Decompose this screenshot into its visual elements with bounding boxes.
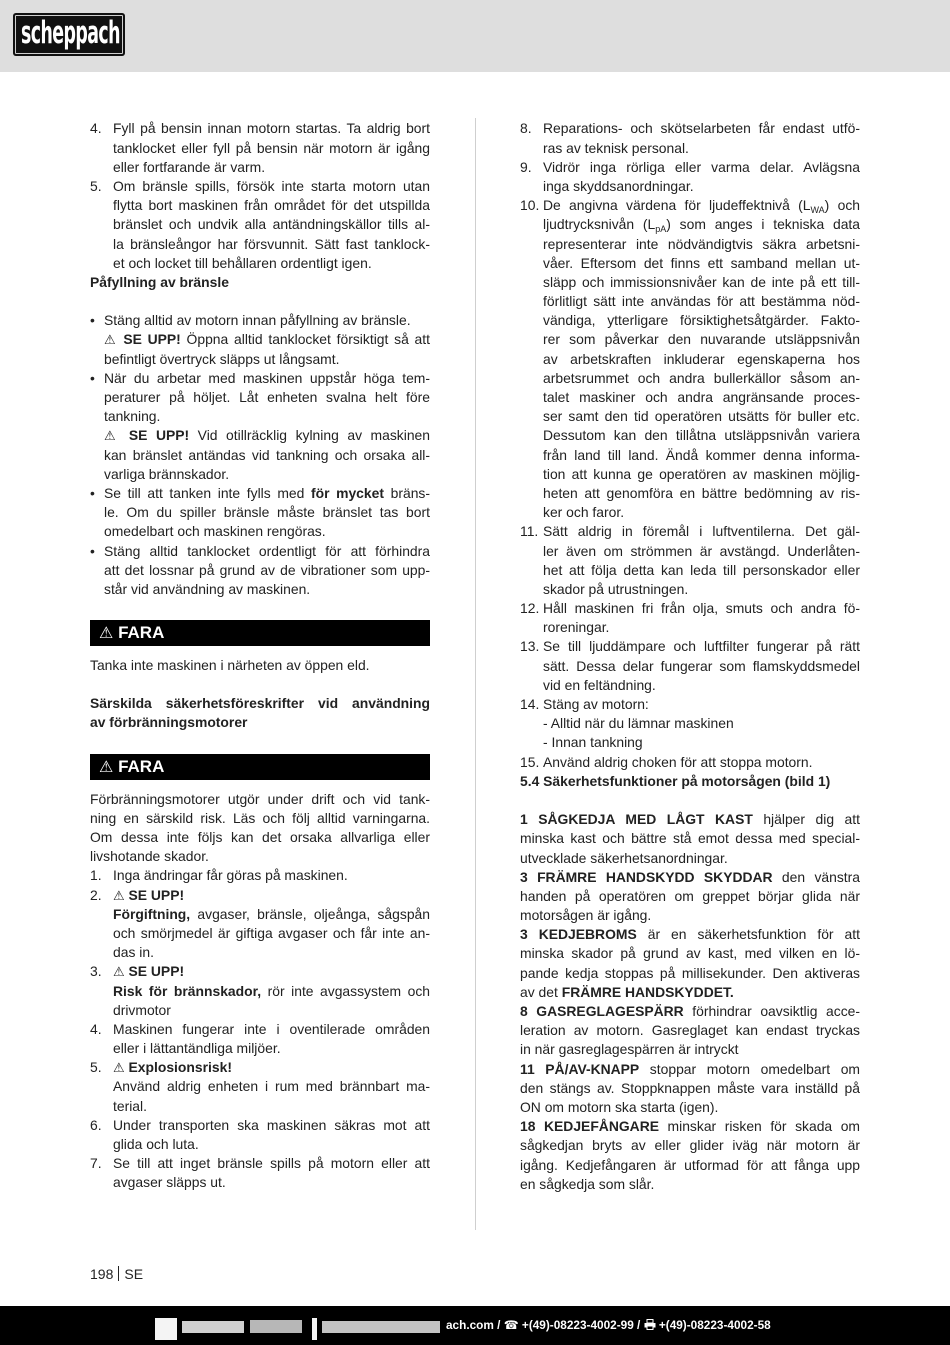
text-line: av förbränningsmotorer — [90, 714, 248, 731]
text-line: la bränsleångor har försvunnit. Sätt fast tanklock- — [113, 235, 430, 252]
text-line: pande kedja stoppas på millisekunder. Den aktiveras — [520, 964, 860, 981]
text-line — [520, 1060, 860, 1079]
language-code: SE — [124, 1266, 144, 1282]
bullet-item — [90, 369, 430, 484]
item-body — [543, 196, 860, 522]
obscured-text — [250, 1320, 302, 1333]
item-marker: 7. — [90, 1155, 102, 1172]
text-line: das in. — [113, 944, 154, 961]
text-line: tanklocket eller fyll på bensin när motorn är igång — [113, 139, 430, 156]
text-line: Särskilda säkerhetsföreskrifter vid användning — [90, 695, 430, 712]
safety-feature-paragraph — [520, 1060, 860, 1118]
numbered-item — [520, 695, 860, 753]
text-line — [543, 196, 860, 215]
numbered-item — [90, 886, 430, 963]
numbered-item — [90, 177, 430, 273]
warning-icon: ⚠ — [113, 1061, 125, 1077]
right-column — [520, 119, 860, 1194]
engine-safety-heading — [90, 694, 430, 732]
item-marker: 13. — [520, 638, 540, 655]
text-line: Tanka inte maskinen i närheten av öppen eld. — [90, 656, 370, 673]
fax-icon — [644, 1318, 656, 1332]
obscured-text — [322, 1321, 440, 1333]
item-body — [113, 1058, 430, 1116]
obscured-text — [182, 1321, 244, 1333]
item-paragraph — [113, 1116, 430, 1154]
text-line — [520, 925, 860, 944]
text-run: minskar risken för skada om — [659, 1118, 860, 1135]
text-line: Förbränningsmotorer utgör under drift och vid tank- — [90, 790, 430, 807]
item-paragraph — [543, 599, 860, 637]
text-run: FARA — [113, 623, 165, 643]
text-run: Vid otillräcklig kylning av maskinen — [189, 427, 431, 444]
bold-text: 3 FRÄMRE HANDSKYDD SKYDDAR — [520, 868, 773, 885]
item-paragraph — [104, 484, 430, 542]
text-line: ON om motorn ska starta (igen). — [520, 1098, 719, 1115]
text-line: Vidrör inga rörliga eller varma delar. Avlägsna — [543, 158, 860, 175]
text-line: Sätt aldrig in föremål i luftventilerna. Det gäl- — [543, 523, 860, 540]
text-line: vid en feltändning. — [543, 676, 656, 693]
text-line: skador på utrustningen. — [543, 580, 689, 597]
text-run: Öppna alltid tanklocket försiktigt så att — [180, 331, 430, 348]
text-line: et och locket till behållaren ordentligt igen. — [113, 254, 372, 271]
text-line: Stäng av motorn: — [543, 696, 649, 713]
item-marker: 3. — [90, 963, 102, 980]
text-line: Om dessa inte följs kan det orsaka allvarliga eller — [90, 828, 430, 845]
item-body — [543, 119, 860, 157]
text-line: sätt. Dessa delar fungerar som flamskyddsmedel — [543, 657, 860, 674]
text-line: Reparations- och skötselarbeten får endast utfö- — [543, 120, 860, 137]
item-marker: 14. — [520, 696, 540, 713]
text-run: Se till att tanken inte fylls med — [104, 484, 311, 501]
item-marker: 10. — [520, 197, 540, 214]
text-line: att det lossnar på grund av de vibrationer som upp- — [104, 561, 430, 578]
item-paragraph — [113, 119, 430, 177]
bold-text: FRÄMRE HANDSKYDDET. — [561, 983, 734, 1000]
page-header — [0, 0, 950, 72]
item-paragraph — [543, 158, 860, 196]
numbered-item — [520, 522, 860, 599]
text-run: bräns- — [384, 484, 430, 501]
item-body — [104, 484, 430, 542]
text-line: Använd aldrig choken för att stoppa motorn. — [543, 753, 813, 770]
column-divider — [475, 118, 476, 1230]
text-line: den stängs av. Stoppknappen måste vara inställd på — [520, 1079, 860, 1096]
text-run: De angivna värdena för ljudeffektnivå (L — [543, 197, 811, 214]
item-paragraph — [543, 522, 860, 599]
text-line: eller i lättantändliga miljöer. — [113, 1040, 281, 1057]
text-line: Håll maskinen fri från olja, smuts och andra fö- — [543, 600, 860, 617]
safety-features — [520, 810, 860, 1194]
text-line: av arbetskraften inkluderar egenskaperna hos — [543, 350, 860, 367]
item-marker: • — [90, 542, 95, 559]
bold-text: SE UPP! — [124, 963, 185, 980]
item-marker: 2. — [90, 886, 102, 903]
item-body — [543, 637, 860, 695]
text-line — [113, 905, 430, 924]
text-line: minska kast och bättre stå emot dessa med special- — [520, 830, 860, 847]
warning-icon: ⚠ — [99, 623, 114, 643]
text-line: befintligt övertryck släpps ut långsamt. — [104, 350, 340, 367]
text-line: heten att genomföra en bättre bedömning av ris- — [543, 484, 860, 501]
text-line: Använd aldrig enheten i rum med brännbart ma- — [113, 1078, 430, 1095]
text-line: våer. Eftersom det finns ett samband mellan ut- — [543, 254, 860, 271]
logo-wordmark: scheppach — [21, 15, 120, 51]
item-marker: 12. — [520, 600, 540, 617]
phone-icon: ☎ — [503, 1318, 519, 1332]
contact-info — [446, 1306, 771, 1345]
item-body — [113, 119, 430, 177]
bold-text: 18 KEDJEFÅNGARE — [520, 1118, 659, 1135]
text-line — [520, 868, 860, 887]
item-paragraph — [104, 311, 430, 330]
text-line: peraturer på höljet. Låt enheten svalna helt före — [104, 389, 430, 406]
safety-feature-paragraph — [520, 1117, 860, 1194]
item-paragraph — [113, 905, 430, 963]
item-paragraph — [104, 330, 430, 368]
text-line — [113, 962, 430, 981]
text-line: minska skador på grund av kast, med vilken en lö- — [520, 945, 860, 962]
item-marker: 6. — [90, 1116, 102, 1133]
item-marker: • — [90, 312, 95, 329]
item-paragraph — [543, 196, 860, 522]
item-paragraph — [104, 369, 430, 427]
text-line: representerar inte nödvändigtvis säkra arbetsni- — [543, 235, 860, 252]
item-marker: 5. — [90, 1059, 102, 1076]
text-line: Dessutom kan den tillåtna utsläppsnivån variera — [543, 427, 860, 444]
danger-text — [90, 656, 430, 675]
text-line: från land till land. Ändå kommer denna informa- — [543, 446, 860, 463]
left-column — [90, 119, 430, 1192]
text-line: Om bränsle spills, försök inte starta motorn utan — [113, 177, 430, 194]
item-marker: 4. — [90, 120, 102, 137]
item-paragraph — [543, 637, 860, 695]
text-line: ras av teknisk personal. — [543, 139, 689, 156]
text-line: Se till att inget bränsle spills på motorn eller att — [113, 1155, 430, 1172]
page-footer — [90, 1264, 143, 1284]
item-paragraph — [113, 1154, 430, 1192]
text-line: utvecklade säkerhetsanordningar. — [520, 849, 728, 866]
item-paragraph — [113, 982, 430, 1020]
text-line: vändiga, ytterligare försiktighetsåtgärder. Fakto- — [543, 312, 860, 329]
item-paragraph — [113, 177, 430, 273]
text-line — [520, 983, 860, 1002]
bullet-item — [90, 484, 430, 542]
engine-intro-paragraph — [90, 790, 430, 867]
text-run: ) som anges i tekniska data — [666, 216, 861, 233]
item-marker: 4. — [90, 1020, 102, 1037]
text-line: står vid användning av maskinen. — [104, 580, 311, 597]
item-marker: 5. — [90, 177, 102, 194]
text-line: sågkedjan bryts av eller glider iväg när motorn är — [520, 1137, 860, 1154]
text-run: avgaser, bränsle, oljeånga, sågspån — [190, 905, 430, 922]
text-line: - Innan tankning — [543, 734, 643, 751]
text-line: omedelbart och maskinen rengöras. — [104, 523, 326, 540]
item-paragraph — [113, 1077, 430, 1115]
text-line: terial. — [113, 1097, 147, 1114]
text-line: ser samt den tid operatören utsätts för buller etc. — [543, 408, 860, 425]
contact-bar — [0, 1306, 950, 1345]
item-body — [543, 695, 860, 753]
text-line: Maskinen fungerar inte i oventilerade områden — [113, 1020, 430, 1037]
numbered-item — [90, 866, 430, 885]
text-line: ker och faror. — [543, 504, 625, 521]
item-body — [104, 311, 430, 369]
item-paragraph — [113, 962, 430, 981]
numbered-item — [520, 637, 860, 695]
text-line: livshotande skador. — [90, 848, 209, 865]
text-line — [543, 215, 860, 234]
bold-text: SE UPP! — [124, 886, 185, 903]
safety-feature-paragraph — [520, 810, 860, 868]
safety-feature-paragraph — [520, 1002, 860, 1060]
text-line: Under transporten ska maskinen säkras mot att — [113, 1116, 430, 1133]
page-number: 198 — [90, 1266, 114, 1282]
bold-text: Risk för brännskador, — [113, 982, 262, 999]
bold-text: Förgiftning, — [113, 905, 191, 922]
safety-feature-paragraph — [520, 868, 860, 926]
numbered-item — [90, 119, 430, 177]
text-run: FARA — [113, 756, 165, 776]
text-line: ler även om strömmen är avstängd. Underlåten- — [543, 542, 860, 559]
text-line: kan bränslet antändas vid tankning och orsaka all- — [104, 446, 430, 463]
text-line — [104, 484, 430, 503]
text-run: +(49)-08223-4002-99 / — [518, 1318, 644, 1332]
item-marker: 9. — [520, 158, 532, 175]
item-marker: • — [90, 369, 95, 386]
bold-text: SE UPP! — [120, 427, 190, 444]
text-line: Inga ändringar får göras på maskinen. — [113, 867, 348, 884]
text-line — [520, 1117, 860, 1136]
general-safety-list — [520, 119, 860, 771]
scheppach-logo — [13, 13, 125, 56]
text-line: handen på operatören om greppet börjar glida när — [520, 887, 860, 904]
text-line: glida och luta. — [113, 1136, 199, 1152]
text-line: arbetsrummet och andra bullerkällor såsom an- — [543, 369, 860, 386]
item-paragraph — [543, 695, 860, 714]
bullet-item — [90, 311, 430, 369]
text-run: +(49)-08223-4002-58 — [655, 1318, 771, 1332]
fuel-safety-list — [90, 119, 430, 273]
text-line: in när gasreglagespärren är intryckt — [520, 1041, 739, 1058]
footer-separator — [118, 1266, 119, 1281]
item-marker: 15. — [520, 753, 540, 770]
warning-icon: ⚠ — [104, 429, 121, 445]
text-line: Fyll på bensin innan motorn startas. Ta aldrig bort — [113, 120, 430, 137]
text-line: tankning. — [104, 408, 161, 425]
numbered-item — [90, 1020, 430, 1058]
text-run: av det — [520, 983, 562, 1000]
item-body — [113, 1020, 430, 1058]
text-line: roreningar. — [543, 619, 610, 636]
text-line — [113, 886, 430, 905]
text-line: Stäng alltid av motorn innan påfyllning av bränsle. — [104, 312, 411, 329]
numbered-item — [90, 962, 430, 1020]
text-line: eller fortfarande är varm. — [113, 158, 266, 175]
item-body — [113, 1116, 430, 1154]
numbered-item — [90, 1058, 430, 1116]
subscript: WA — [810, 205, 825, 216]
text-line: - Alltid när du lämnar maskinen — [543, 715, 734, 732]
item-paragraph — [113, 866, 430, 885]
refuel-heading: Påfyllning av bränsle — [90, 273, 229, 290]
text-run: rör inte avgassystem och — [261, 982, 431, 999]
numbered-item — [90, 1154, 430, 1192]
subscript: pA — [655, 224, 667, 235]
item-paragraph — [543, 753, 860, 772]
text-line — [113, 1058, 430, 1077]
item-paragraph — [113, 1058, 430, 1077]
text-line: bränslet och undvik alla antändningskällor tills al- — [113, 216, 430, 233]
warning-icon: ⚠ — [113, 965, 125, 981]
text-run: hjälper dig att — [752, 811, 860, 828]
bold-text: 3 KEDJEBROMS — [520, 926, 637, 943]
safety-feature-paragraph — [520, 925, 860, 1002]
item-body — [543, 158, 860, 196]
text-line: le. Om du spiller bränsle måste bränslet tas bort — [104, 504, 430, 521]
warning-icon: ⚠ — [113, 888, 125, 904]
item-marker: 1. — [90, 867, 102, 884]
bold-text: för mycket — [310, 484, 384, 501]
item-marker: 8. — [520, 120, 532, 137]
item-body — [104, 542, 430, 600]
text-run: ach.com / — [446, 1318, 504, 1332]
item-paragraph — [104, 426, 430, 484]
text-line: När du arbetar med maskinen uppstår höga tem- — [104, 369, 430, 386]
numbered-item — [520, 599, 860, 637]
warning-icon: ⚠ — [99, 756, 114, 776]
text-line: rer som påverkar den nuvarande utsläppsnivån — [543, 331, 860, 348]
text-line: varliga brännskador. — [104, 465, 230, 482]
text-line: en sågkedja som slår. — [520, 1175, 655, 1192]
text-line — [104, 426, 430, 445]
item-body — [543, 599, 860, 637]
text-line: släpp och immissionsnivåer kan de inte på ett till- — [543, 273, 860, 290]
text-line: Se till ljuddämpare och luftfilter fungerar på rätt — [543, 638, 860, 655]
text-run: ) och — [824, 197, 860, 214]
text-run: är en säkerhetsfunktion för att — [636, 926, 860, 943]
bold-text: SE UPP! — [117, 331, 181, 348]
text-line: het att följa detta kan leda till personskador eller — [543, 561, 860, 578]
bold-text: 11 PÅ/AV-KNAPP — [520, 1060, 640, 1077]
text-line — [104, 330, 430, 349]
item-body — [113, 177, 430, 273]
bullet-item — [90, 542, 430, 600]
text-line: talet maskiner och andra angränsande proces- — [543, 389, 860, 406]
text-line: tion att kunna ge operatören av maskinen möjlig- — [543, 465, 860, 482]
item-paragraph — [113, 1020, 430, 1058]
item-paragraph — [543, 714, 860, 733]
text-line: förlitligt sätt inte användas för att bestämma nöd- — [543, 293, 860, 310]
text-line: flytta bort maskinen från området för det utspillda — [113, 197, 430, 214]
text-line — [113, 982, 430, 1001]
text-line: drivmotor — [113, 1001, 171, 1018]
text-run: förhindrar oavsiktlig acce- — [683, 1003, 860, 1020]
item-body — [113, 886, 430, 963]
item-paragraph — [543, 119, 860, 157]
item-paragraph — [113, 886, 430, 905]
numbered-item — [90, 1116, 430, 1154]
text-line — [520, 1002, 860, 1021]
text-line: ning en särskild risk. Läs och följ alltid varningarna. — [90, 809, 430, 826]
item-marker: 11. — [520, 523, 539, 540]
item-paragraph — [543, 733, 860, 752]
text-line: leration av motorn. Gasreglaget kan endast tryckas — [520, 1022, 860, 1039]
obscured-text — [312, 1318, 317, 1340]
text-line — [520, 810, 860, 829]
danger-banner — [90, 754, 430, 780]
item-paragraph — [104, 542, 430, 600]
danger-banner — [90, 620, 430, 646]
numbered-item — [520, 196, 860, 522]
text-run: den vänstra — [772, 868, 860, 885]
item-body — [543, 753, 860, 772]
text-line: igång. Kedjefångaren är utformad för att fånga upp — [520, 1156, 860, 1173]
refuel-bullet-list — [90, 311, 430, 599]
warning-icon: ⚠ — [104, 333, 118, 349]
text-line: motorsågen är igång. — [520, 907, 652, 924]
bold-text: Explosionsrisk! — [124, 1059, 232, 1076]
bold-text: 1 SÅGKEDJA MED LÅGT KAST — [520, 811, 753, 828]
text-line: Stäng alltid tanklocket ordentligt för att förhindra — [104, 542, 430, 559]
bold-text: 8 GASREGLAGESPÄRR — [520, 1003, 684, 1020]
text-run: ljudtrycksnivån (L — [543, 216, 656, 233]
item-body — [113, 1154, 430, 1192]
item-body — [104, 369, 430, 484]
section-heading: 5.4 Säkerhetsfunktioner på motorsågen (bild 1) — [520, 772, 831, 789]
text-line: och smörjmedel är giftiga avgaser och får inte an- — [113, 924, 430, 941]
item-body — [543, 522, 860, 599]
item-body — [113, 962, 430, 1020]
numbered-item — [520, 119, 860, 157]
item-body — [113, 866, 430, 885]
item-marker: • — [90, 484, 95, 501]
text-line: avgaser släpps ut. — [113, 1174, 226, 1191]
engine-safety-list — [90, 866, 430, 1192]
text-line: inga skyddsanordningar. — [543, 177, 694, 194]
numbered-item — [520, 753, 860, 772]
text-run: stoppar motorn omedelbart om — [639, 1060, 860, 1077]
numbered-item — [520, 158, 860, 196]
obscured-text — [155, 1318, 177, 1340]
